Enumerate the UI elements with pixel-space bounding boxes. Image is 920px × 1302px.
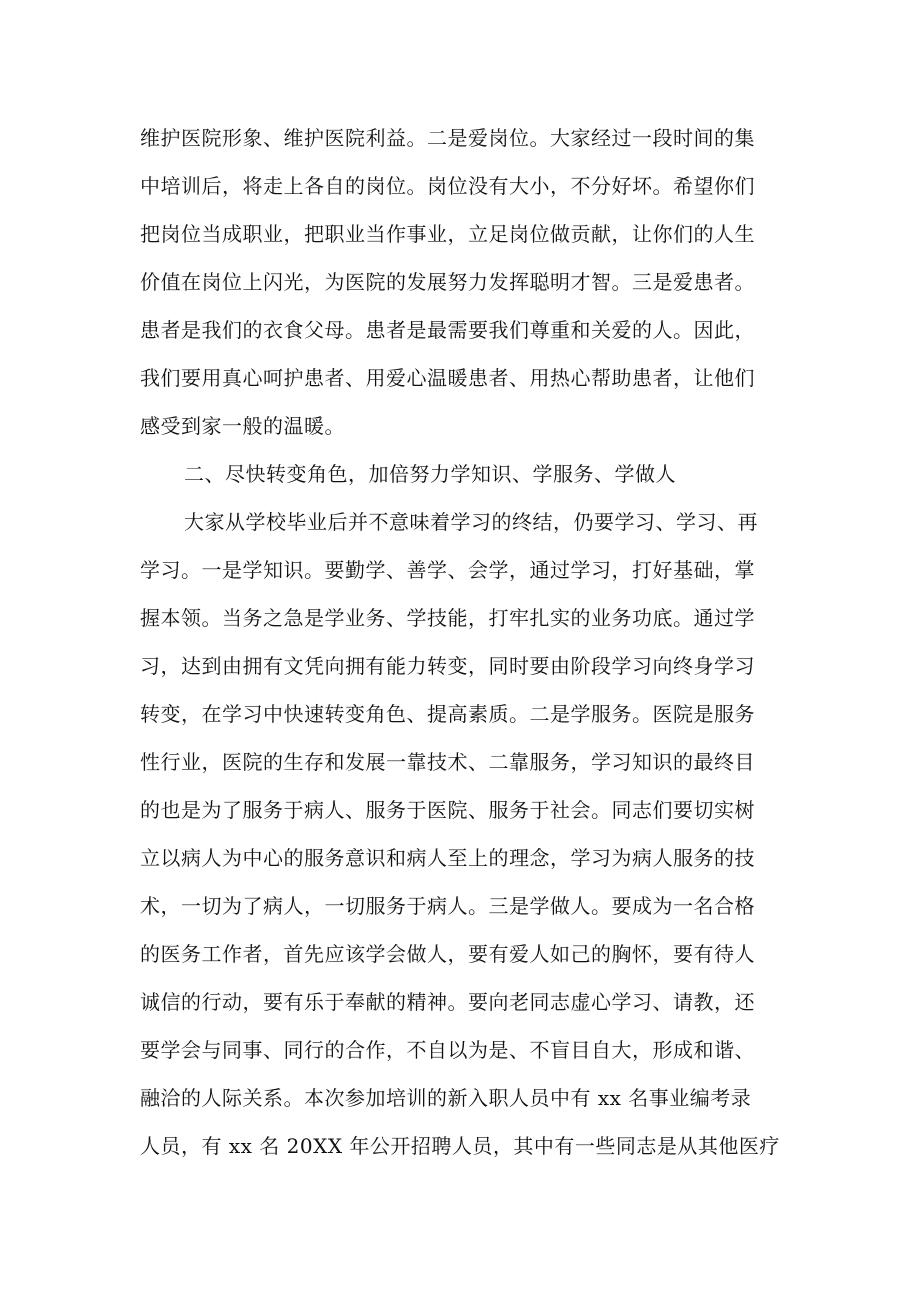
text-line-6: 我们要用真心呵护患者、用爱心温暖患者、用热心帮助患者，让他们 <box>140 366 755 390</box>
text-line-7: 感受到家一般的温暖。 <box>140 414 345 438</box>
text-line-9: 大家从学校毕业后并不意味着学习的终结，仍要学习、学习、再 <box>184 510 758 534</box>
text-line-2: 中培训后，将走上各自的岗位。岗位没有大小，不分好坏。希望你们 <box>140 174 755 198</box>
text-line-14: 性行业，医院的生存和发展一靠技术、二靠服务，学习知识的最终目 <box>140 750 755 774</box>
text-line-22: 人员，有 xx 名 20XX 年公开招聘人员，其中有一些同志是从其他医疗 <box>140 1134 780 1158</box>
text-line-17: 术，一切为了病人，一切服务于病人。三是学做人。要成为一名合格 <box>140 894 755 918</box>
text-line-21: 融洽的人际关系。本次参加培训的新入职人员中有 xx 名事业编考录 <box>140 1086 752 1110</box>
text-line-19: 诚信的行动，要有乐于奉献的精神。要向老同志虚心学习、请教，还 <box>140 990 755 1014</box>
text-line-4: 价值在岗位上闪光，为医院的发展努力发挥聪明才智。三是爱患者。 <box>140 270 755 294</box>
section-heading: 二、尽快转变角色，加倍努力学知识、学服务、学做人 <box>184 462 676 486</box>
text-line-11: 握本领。当务之急是学业务、学技能，打牢扎实的业务功底。通过学 <box>140 606 755 630</box>
text-line-12: 习，达到由拥有文凭向拥有能力转变，同时要由阶段学习向终身学习 <box>140 654 755 678</box>
text-line-20: 要学会与同事、同行的合作，不自以为是、不盲目自大，形成和谐、 <box>140 1038 755 1062</box>
text-line-13: 转变，在学习中快速转变角色、提高素质。二是学服务。医院是服务 <box>140 702 755 726</box>
text-line-10: 学习。一是学知识。要勤学、善学、会学，通过学习，打好基础，掌 <box>140 558 755 582</box>
text-line-1: 维护医院形象、维护医院利益。二是爱岗位。大家经过一段时间的集 <box>140 126 755 150</box>
text-line-16: 立以病人为中心的服务意识和病人至上的理念，学习为病人服务的技 <box>140 846 755 870</box>
text-line-15: 的也是为了服务于病人、服务于医院、服务于社会。同志们要切实树 <box>140 798 755 822</box>
document-body <box>140 114 780 1170</box>
text-line-5: 患者是我们的衣食父母。患者是最需要我们尊重和关爱的人。因此， <box>140 318 755 342</box>
text-line-3: 把岗位当成职业，把职业当作事业，立足岗位做贡献，让你们的人生 <box>140 222 755 246</box>
text-line-18: 的医务工作者，首先应该学会做人，要有爱人如己的胸怀，要有待人 <box>140 942 755 966</box>
